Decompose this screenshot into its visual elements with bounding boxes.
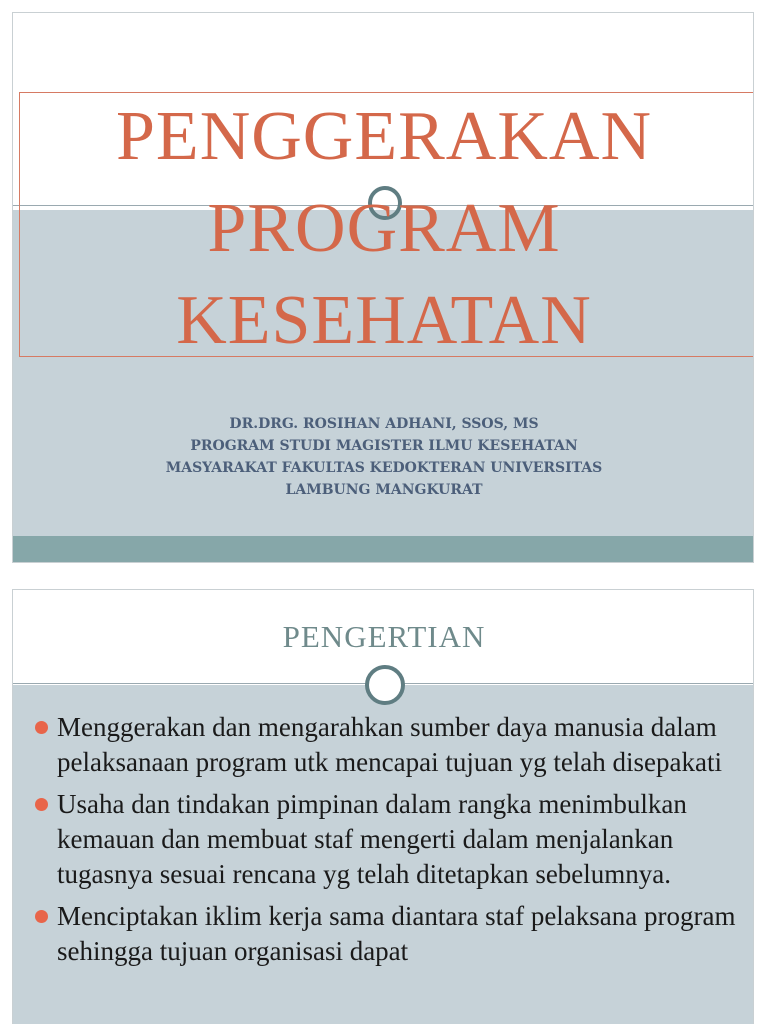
title-band-teal <box>13 536 753 563</box>
list-item <box>35 787 740 892</box>
list-item <box>35 899 740 969</box>
slide-title-line: PENGGERAKAN <box>116 98 652 175</box>
bullet-text: Menggerakan dan mengarahkan sumber daya manusia dalam pelaksanaan program utk mencapai tujuan yg telah disepakati <box>57 712 723 777</box>
slide-title <box>13 91 754 367</box>
title-slide <box>12 12 754 563</box>
slide-title-line: PROGRAM <box>207 190 561 267</box>
bullet-text: Usaha dan tindakan pimpinan dalam rangka menimbulkan kemauan dan membuat staf mengerti dalam menjalankan tugasnya sesuai rencana yg telah ditetapkan sebelumnya. <box>57 789 687 889</box>
ring-icon <box>365 665 405 705</box>
content-slide <box>12 589 754 1024</box>
bullet-list <box>35 710 740 976</box>
author-line: LAMBUNG MANGKURAT <box>285 482 483 498</box>
list-item <box>35 710 740 780</box>
author-line: PROGRAM STUDI MAGISTER ILMU KESEHATAN <box>190 438 578 454</box>
bullet-dot-icon <box>35 910 48 923</box>
author-line: MASYARAKAT FAKULTAS KEDOKTERAN UNIVERSITAS <box>165 460 603 476</box>
slide-title-line: KESEHATAN <box>176 282 592 359</box>
bullet-dot-icon <box>35 798 48 811</box>
author-line: DR.DRG. ROSIHAN ADHANI, SSOS, MS <box>229 416 539 432</box>
bullet-text: Menciptakan iklim kerja sama diantara staf pelaksana program sehingga tujuan organisasi dapat <box>57 901 736 966</box>
slide-heading: PENGERTIAN <box>282 619 486 654</box>
bullet-dot-icon <box>35 721 48 734</box>
author-info <box>13 413 754 501</box>
